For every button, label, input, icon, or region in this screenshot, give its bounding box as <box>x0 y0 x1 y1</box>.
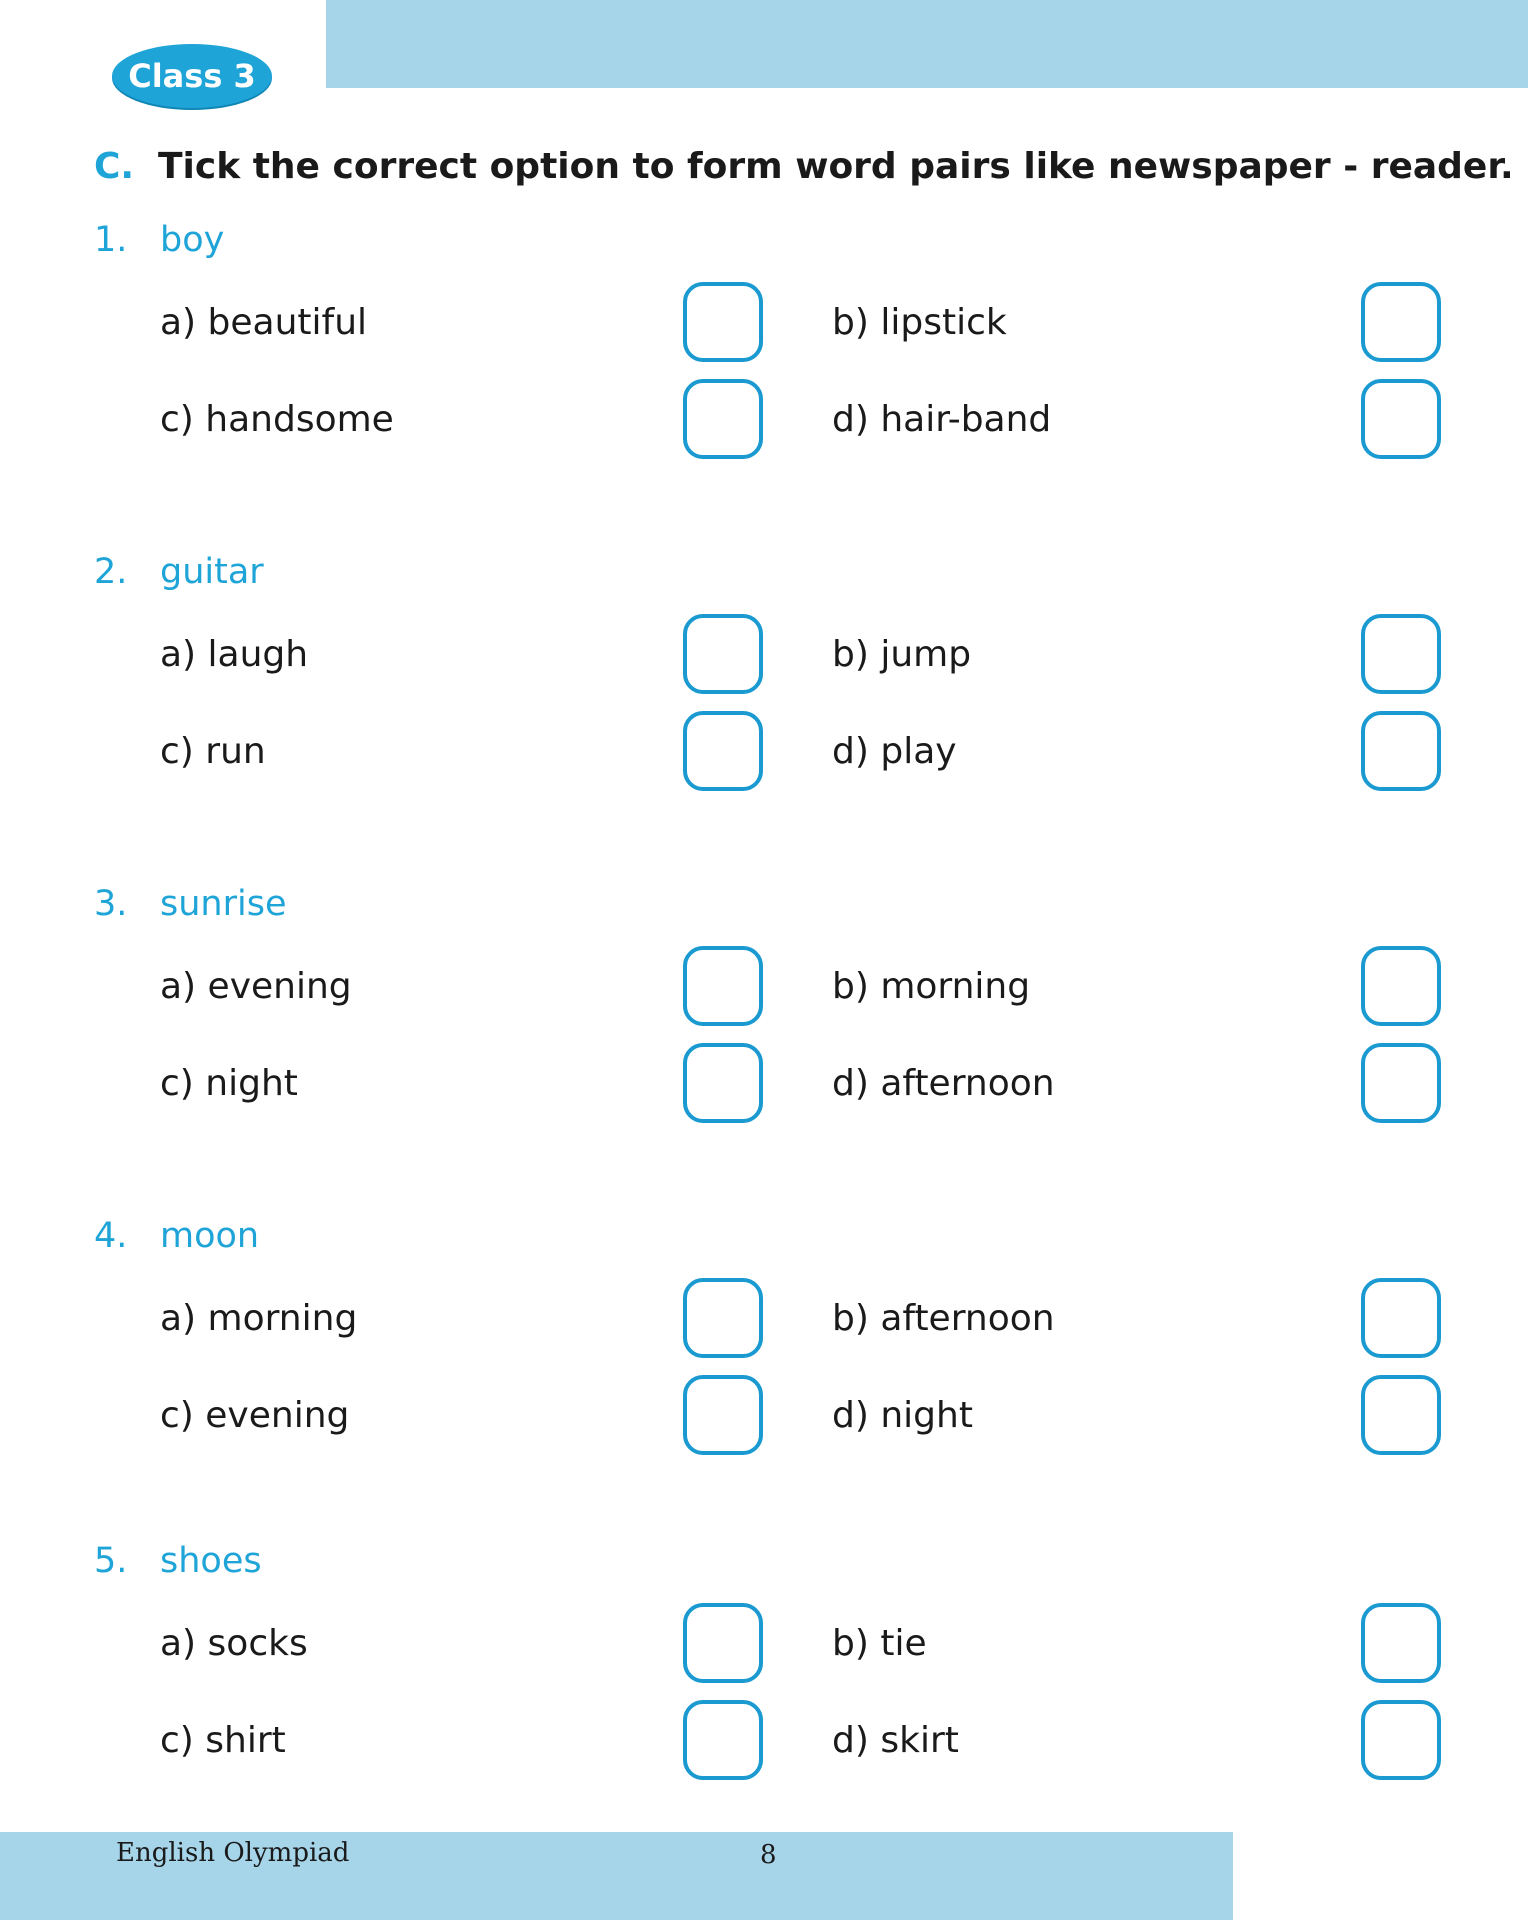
question-2 <box>0 552 1528 872</box>
option-a-checkbox[interactable] <box>683 1603 763 1683</box>
header-band <box>326 0 1528 88</box>
option-c-label: c) run <box>160 731 266 772</box>
page-number: 8 <box>760 1840 777 1870</box>
question-word: moon <box>160 1216 260 1256</box>
question-word: boy <box>160 220 225 260</box>
option-c-label: c) shirt <box>160 1720 286 1761</box>
option-b-label: b) tie <box>832 1623 927 1664</box>
option-b-label: b) lipstick <box>832 302 1007 343</box>
question-1 <box>0 220 1528 540</box>
option-c-label: c) night <box>160 1063 298 1104</box>
option-a-label: a) laugh <box>160 634 309 675</box>
option-a-label: a) morning <box>160 1298 358 1339</box>
option-c-checkbox[interactable] <box>683 1700 763 1780</box>
option-c-checkbox[interactable] <box>683 1043 763 1123</box>
option-a-checkbox[interactable] <box>683 1278 763 1358</box>
option-b-label: b) jump <box>832 634 972 675</box>
instruction-text: Tick the correct option to form word pairs like newspaper - reader. <box>158 146 1514 187</box>
option-b-checkbox[interactable] <box>1361 282 1441 362</box>
option-b-checkbox[interactable] <box>1361 1603 1441 1683</box>
option-d-checkbox[interactable] <box>1361 1700 1441 1780</box>
option-c-checkbox[interactable] <box>683 1375 763 1455</box>
option-d-checkbox[interactable] <box>1361 379 1441 459</box>
option-d-label: d) skirt <box>832 1720 959 1761</box>
footer-title: English Olympiad <box>116 1838 350 1868</box>
option-d-label: d) play <box>832 731 957 772</box>
question-word: shoes <box>160 1541 262 1581</box>
option-b-label: b) morning <box>832 966 1031 1007</box>
option-a-label: a) beautiful <box>160 302 368 343</box>
class-badge: Class 3 <box>112 44 272 108</box>
question-number: 3. <box>94 884 128 924</box>
instruction-letter: C. <box>94 146 135 187</box>
option-d-label: d) afternoon <box>832 1063 1055 1104</box>
option-a-label: a) evening <box>160 966 352 1007</box>
option-c-checkbox[interactable] <box>683 379 763 459</box>
option-d-label: d) hair-band <box>832 399 1052 440</box>
option-c-label: c) evening <box>160 1395 350 1436</box>
option-d-checkbox[interactable] <box>1361 1375 1441 1455</box>
option-a-label: a) socks <box>160 1623 308 1664</box>
question-number: 5. <box>94 1541 128 1581</box>
question-word: guitar <box>160 552 264 592</box>
question-number: 4. <box>94 1216 128 1256</box>
question-5 <box>0 1541 1528 1861</box>
option-a-checkbox[interactable] <box>683 282 763 362</box>
question-3 <box>0 884 1528 1204</box>
question-heading <box>94 220 224 260</box>
option-b-label: b) afternoon <box>832 1298 1055 1339</box>
question-number: 1. <box>94 220 128 260</box>
option-d-checkbox[interactable] <box>1361 711 1441 791</box>
option-b-checkbox[interactable] <box>1361 1278 1441 1358</box>
question-heading <box>94 552 264 592</box>
option-d-label: d) night <box>832 1395 973 1436</box>
option-d-checkbox[interactable] <box>1361 1043 1441 1123</box>
question-heading <box>94 1216 259 1256</box>
question-4 <box>0 1216 1528 1536</box>
instruction <box>94 146 1514 187</box>
question-number: 2. <box>94 552 128 592</box>
question-word: sunrise <box>160 884 287 924</box>
option-c-checkbox[interactable] <box>683 711 763 791</box>
option-b-checkbox[interactable] <box>1361 946 1441 1026</box>
question-heading <box>94 884 286 924</box>
option-a-checkbox[interactable] <box>683 614 763 694</box>
option-b-checkbox[interactable] <box>1361 614 1441 694</box>
option-a-checkbox[interactable] <box>683 946 763 1026</box>
question-heading <box>94 1541 262 1581</box>
option-c-label: c) handsome <box>160 399 394 440</box>
